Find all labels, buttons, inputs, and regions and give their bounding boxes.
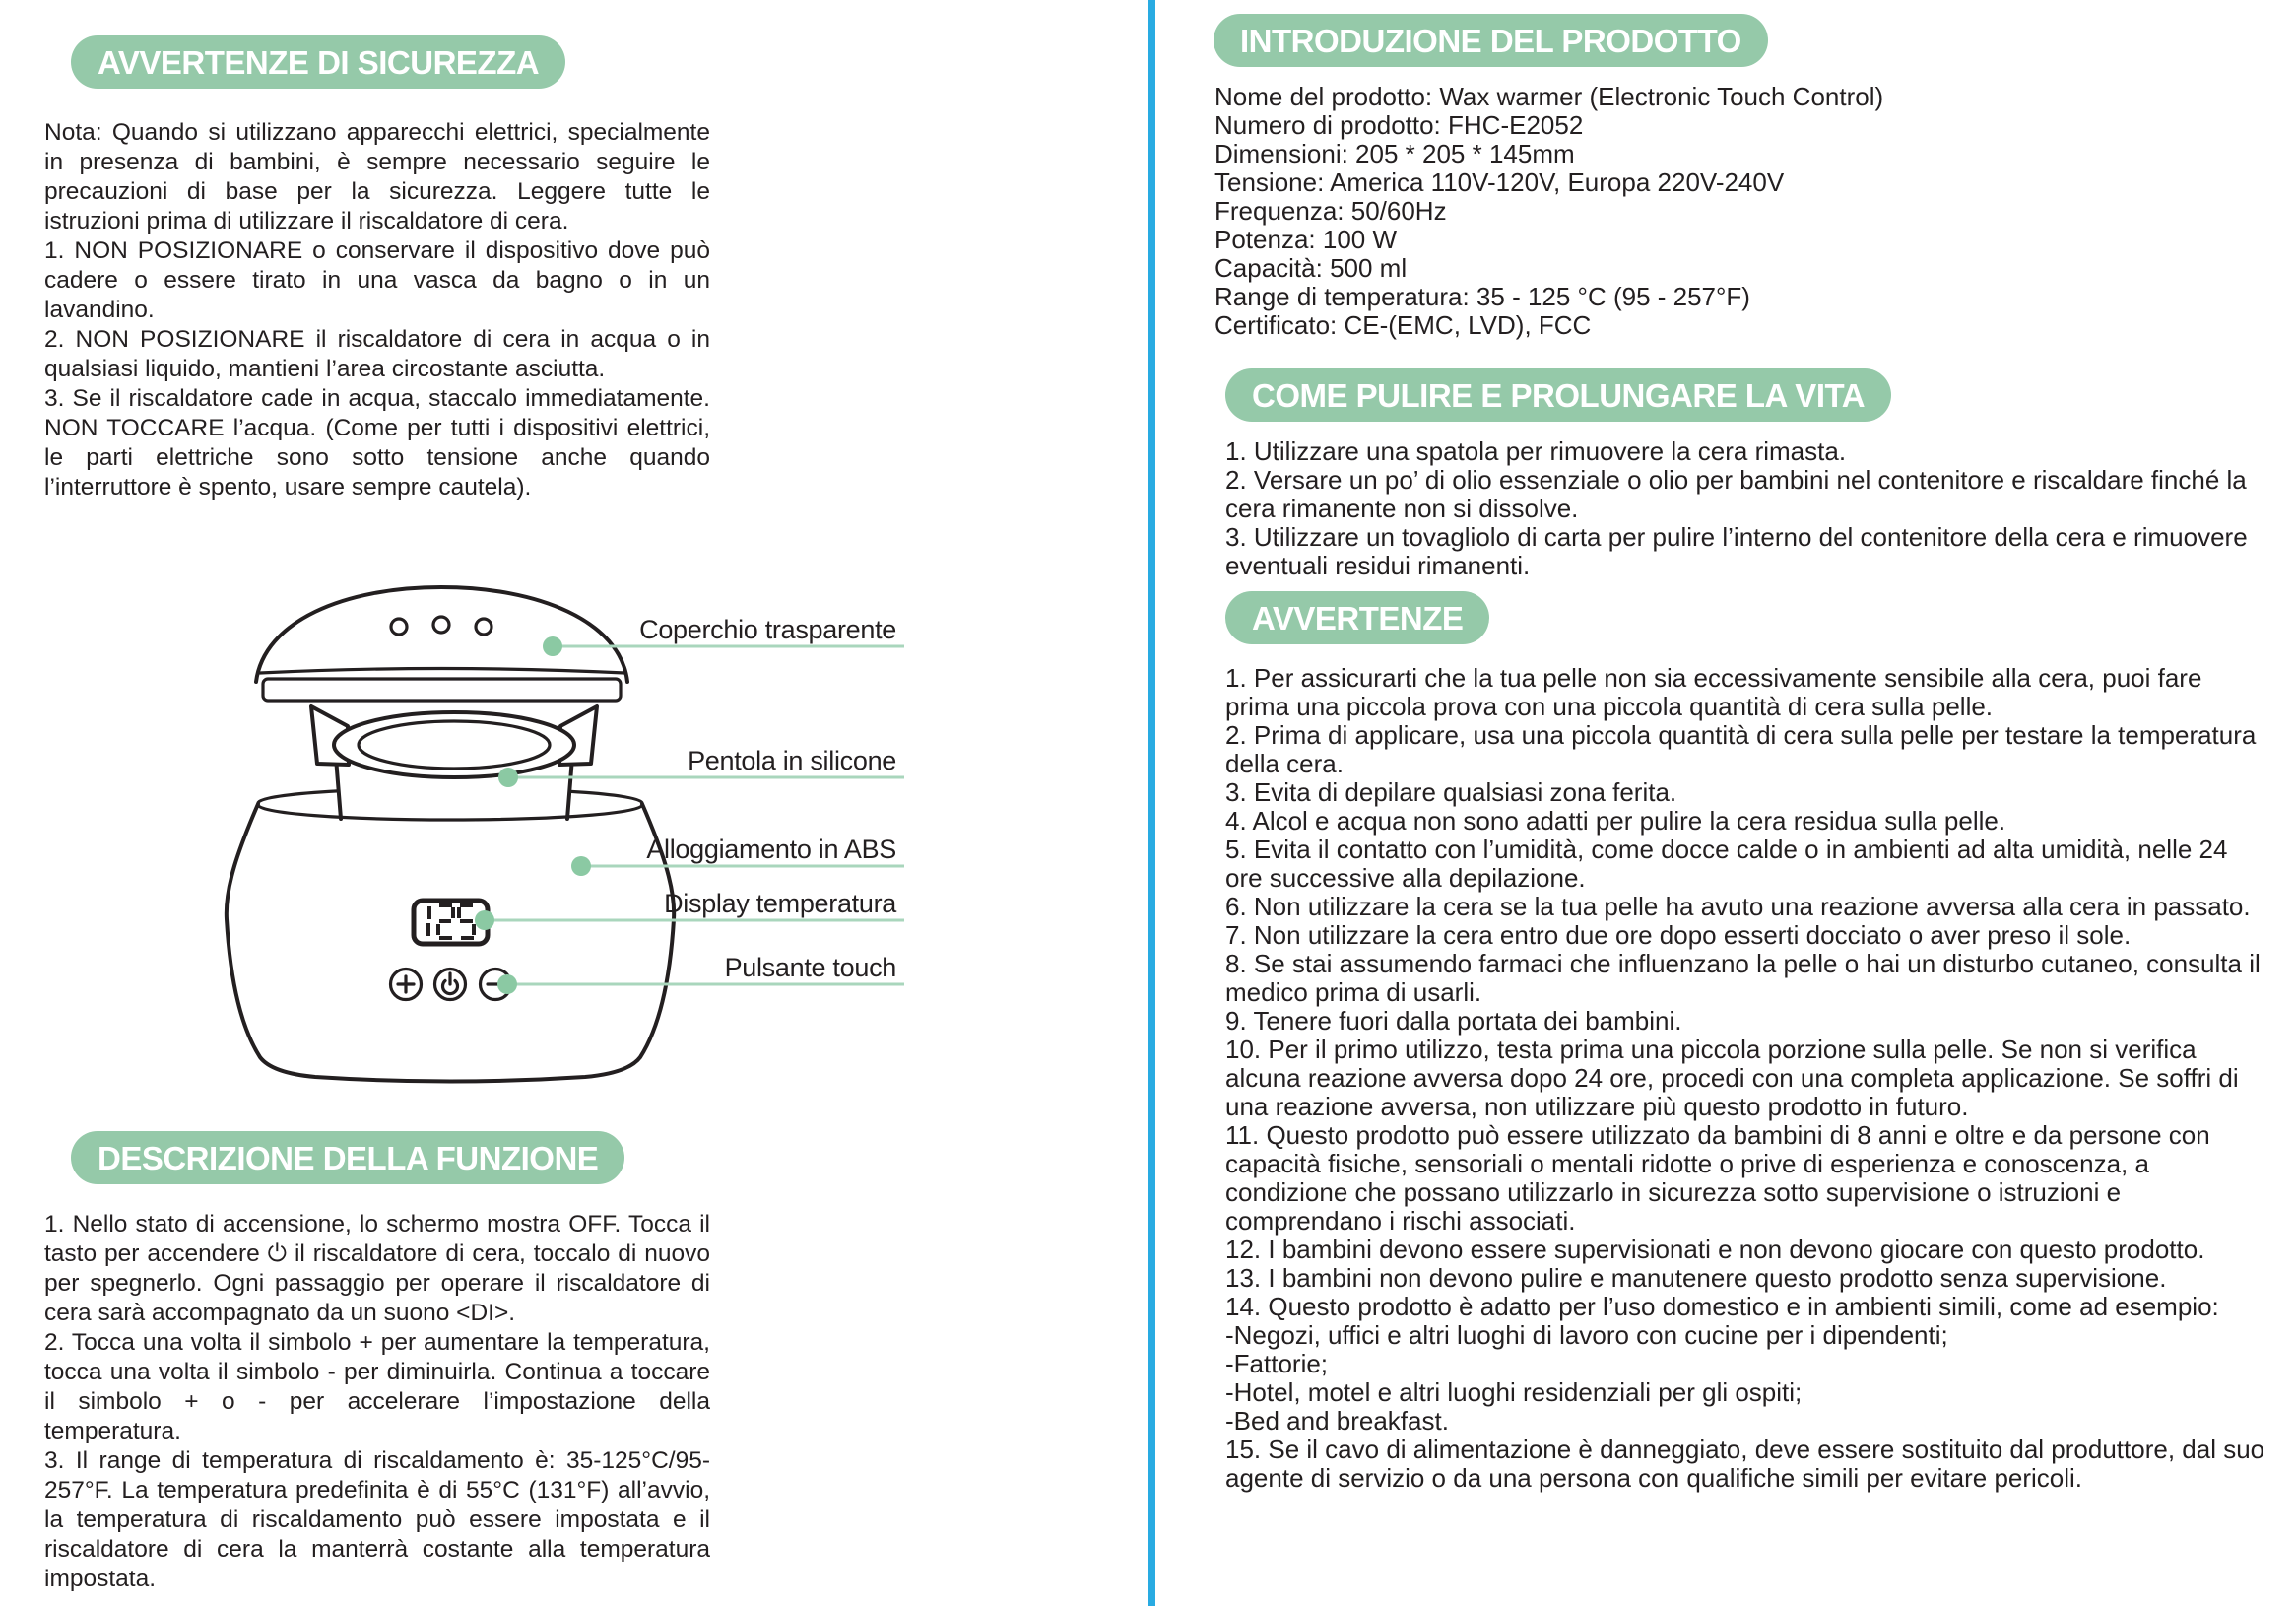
warning-item: 7. Non utilizzare la cera entro due ore dopo esserti docciato o aver preso il sole. [1225,920,2132,950]
section-header-intro: INTRODUZIONE DEL PRODOTTO [1214,14,1768,67]
warning-item: 13. I bambini non devono pulire e manutenere questo prodotto senza supervisione. [1225,1263,2167,1293]
touch-buttons [391,970,511,1000]
lid-vent-holes [391,617,492,635]
label-pot: Pentola in silicone [688,746,896,775]
warning-item: 12. I bambini devono essere supervisionati e non devono giocare con questo prodotto. [1225,1235,2205,1264]
safety-paragraph: 2. NON POSIZIONARE il riscaldatore di cera in acqua o in qualsiasi liquido, mantieni l’area circostante asciutta. [44,326,710,382]
leader-dot [498,768,518,787]
product-info-line: Numero di prodotto: FHC-E2052 [1214,110,1584,140]
warning-item: 5. Evita il contatto con l’umidità, come docce calde o in ambienti ad alta umidità, nelle 24 ore successive alla depilazione. [1225,835,2228,893]
warning-item: 4. Alcol e acqua non sono adatti per pulire la cera residua sulla pelle. [1225,806,2006,836]
product-info-line: Capacità: 500 ml [1214,253,1408,283]
cleaning-item: 3. Utilizzare un tovagliolo di carta per pulire l’interno del contenitore della cera e rimuovere eventuali residui rimanenti. [1225,522,2248,580]
leader-dot [497,974,517,994]
lid-drawing [256,587,627,701]
section-header-function: DESCRIZIONE DELLA FUNZIONE [71,1131,624,1184]
device-diagram [138,567,906,1118]
label-button: Pulsante touch [724,953,896,982]
warning-item: 8. Se stai assumendo farmaci che influenzano la pelle o hai un disturbo cutaneo, consulta il medico prima di usarli. [1225,949,2261,1007]
function-paragraph: 3. Il range di temperatura di riscaldamento è: 35-125°C/95-257°F. La temperatura predefinita è di 55°C (131°F) all’avvio, la temperatura di riscaldamento può essere impostata e il riscaldatore di cera la manterrà costante alla temperatura impostata. [44,1447,710,1592]
warnings-list [1225,664,2271,1493]
safety-text [44,118,710,502]
cleaning-list [1225,437,2271,580]
warning-item: 2. Prima di applicare, usa una piccola quantità di cera sulla pelle per testare la temperatura della cera. [1225,720,2257,778]
product-info-line: Dimensioni: 205 * 205 * 145mm [1214,139,1575,168]
label-display: Display temperatura [664,889,896,918]
warning-item: 3. Evita di depilare qualsiasi zona ferita. [1225,777,1677,807]
warning-item: 11. Questo prodotto può essere utilizzato da bambini di 8 anni e oltre e da persone con capacità fisiche, sensoriali o mentali ridotte o prive di esperienza e conoscenza, a condizione che possano utilizzarlo in sicurezza sotto supervisione o istruzioni e comprendano i rischi associati. [1225,1120,2210,1236]
warning-item: -Fattorie; [1225,1349,1329,1378]
silicone-pot-drawing [258,706,642,820]
product-info-line: Tensione: America 110V-120V, Europa 220V-240V [1214,167,1785,197]
product-info-line: Potenza: 100 W [1214,225,1397,254]
function-paragraph: 1. Nello stato di accensione, lo schermo mostra OFF. Tocca il tasto per accendere ⏻ il riscaldatore di cera, toccalo di nuovo per spegnerlo. Ogni passaggio per operare il riscaldatore di cera sarà accompagnato da un suono <DI>. [44,1211,710,1326]
function-text [44,1210,710,1594]
label-lid: Coperchio trasparente [639,615,896,644]
product-info-line: Frequenza: 50/60Hz [1214,196,1447,226]
cleaning-item: 2. Versare un po’ di olio essenziale o olio per bambini nel contenitore e riscaldare finché la cera rimanente non si dissolve. [1225,465,2247,523]
warning-item: 6. Non utilizzare la cera se la tua pelle ha avuto una reazione avversa alla cera in passato. [1225,892,2251,921]
function-paragraph: 2. Tocca una volta il simbolo + per aumentare la temperatura, tocca una volta il simbolo - per diminuirla. Continua a toccare il simbolo + o - per accelerare l’impostazione della temperatura. [44,1329,710,1444]
leader-dot [475,910,494,930]
product-info-line: Range di temperatura: 35 - 125 °C (95 - 257°F) [1214,282,1750,311]
section-header-warnings: AVVERTENZE [1225,591,1489,644]
plus-button-icon [391,970,422,1000]
warning-item: -Bed and breakfast. [1225,1406,1449,1436]
label-housing: Alloggiamento in ABS [646,835,896,864]
product-info-line: Nome del prodotto: Wax warmer (Electronic Touch Control) [1214,82,1884,111]
safety-paragraph: 3. Se il riscaldatore cade in acqua, staccalo immediatamente. NON TOCCARE l’acqua. (Come per tutti i dispositivi elettrici, le parti elettriche sono sotto tensione anche quando l’interruttore è spento, usare sempre cautela). [44,385,710,501]
safety-paragraph: Nota: Quando si utilizzano apparecchi elettrici, specialmente in presenza di bambini, è sempre necessario seguire le precauzioni di base per la sicurezza. Leggere tutte le istruzioni prima di utilizzare il riscaldatore di cera. [44,119,710,234]
column-divider [1148,0,1155,1606]
warning-item: 10. Per il primo utilizzo, testa prima una piccola porzione sulla pelle. Se non si verifica alcuna reazione avversa dopo 24 ore, procedi con una completa applicazione. Se soffri di una reazione avversa, non utilizzare più questo prodotto in futuro. [1225,1035,2239,1121]
cleaning-item: 1. Utilizzare una spatola per rimuovere la cera rimasta. [1225,436,1847,466]
product-info-list [1214,83,2261,340]
warning-item: 15. Se il cavo di alimentazione è danneggiato, deve essere sostituito dal produttore, dal suo agente di servizio o da una persona con qualifiche simili per evitare pericoli. [1225,1435,2265,1493]
section-header-safety: AVVERTENZE DI SICUREZZA [71,35,565,89]
warning-item: -Negozi, uffici e altri luoghi di lavoro con cucine per i dipendenti; [1225,1320,1948,1350]
section-header-cleaning: COME PULIRE E PROLUNGARE LA VITA [1225,368,1891,422]
warning-item: 14. Questo prodotto è adatto per l’uso domestico e in ambienti simili, come ad esempio: [1225,1292,2219,1321]
warning-item: 1. Per assicurarti che la tua pelle non sia eccessivamente sensibile alla cera, puoi fare prima una piccola prova con una piccola quantità di cera sulla pelle. [1225,663,2202,721]
power-button-icon [435,970,466,1000]
leader-dot [571,856,591,876]
leader-dot [543,636,562,656]
warning-item: 9. Tenere fuori dalla portata dei bambini. [1225,1006,1682,1036]
warning-item: -Hotel, motel e altri luoghi residenziali per gli ospiti; [1225,1377,1803,1407]
product-info-line: Certificato: CE-(EMC, LVD), FCC [1214,310,1592,340]
safety-paragraph: 1. NON POSIZIONARE o conservare il dispositivo dove può cadere o essere tirato in una vasca da bagno o in un lavandino. [44,237,710,323]
